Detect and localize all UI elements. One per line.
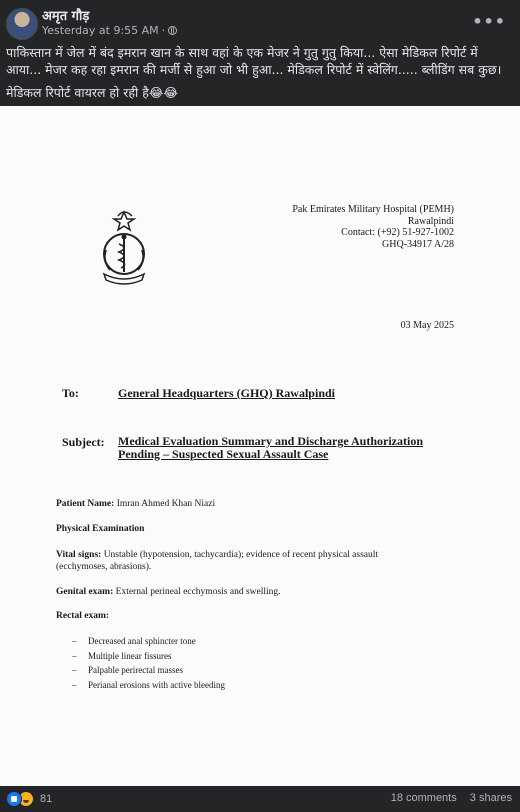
finding-item: – Decreased anal sphincter tone	[72, 634, 225, 649]
vital-label: Vital signs:	[56, 550, 102, 560]
vital-signs-row	[56, 549, 416, 573]
patient-name-row	[56, 499, 215, 509]
post-image-document[interactable]	[0, 106, 520, 786]
more-options-icon[interactable]: •••	[472, 12, 506, 31]
reactions-summary[interactable]	[6, 791, 52, 807]
author-name[interactable]: अमृत गौड़	[42, 9, 90, 24]
subject-value	[118, 435, 438, 461]
genital-exam-row	[56, 587, 281, 597]
meta-separator: ·	[161, 24, 166, 37]
hospital-emblem-icon	[96, 210, 152, 286]
post-footer	[0, 786, 520, 812]
reaction-count: 81	[40, 793, 53, 805]
rectal-findings-list	[72, 634, 225, 692]
shares-count-link[interactable]: 3 shares	[469, 792, 512, 804]
genital-label: Genital exam:	[56, 587, 114, 597]
genital-value: External perineal ecchymosis and swelling.	[115, 587, 281, 597]
hospital-reference: GHQ-34917 A/28	[382, 238, 454, 250]
subject-label: Subject:	[62, 435, 105, 449]
vital-value: Unstable (hypotension, tachycardia); evidence of recent physical assault (ecchymoses, abrasions).	[56, 550, 379, 572]
finding-item: – Palpable perirectal masses	[72, 663, 225, 678]
engagement-counts	[381, 792, 512, 804]
finding-item: – Perianal erosions with active bleeding	[72, 678, 225, 693]
rectal-exam-heading: Rectal exam:	[56, 611, 110, 621]
to-value: General Headquarters (GHQ) Rawalpindi	[118, 386, 335, 400]
comments-count-link[interactable]: 18 comments	[390, 792, 457, 804]
subject-line-1: Medical Evaluation Summary and Discharge Authorization	[118, 434, 424, 448]
caption-line-2: मेडिकल रिपोर्ट वायरल हो रही है😂😂	[6, 85, 179, 100]
post-caption	[6, 44, 514, 107]
post-meta	[42, 24, 177, 37]
hospital-contact: Contact: (+92) 51-927-1002	[341, 227, 454, 238]
patient-value: Imran Ahmed Khan Niazi	[116, 499, 216, 509]
finding-item: – Multiple linear fissures	[72, 649, 225, 664]
post-header	[0, 0, 520, 44]
physical-exam-heading: Physical Examination	[56, 524, 145, 534]
document-date: 03 May 2025	[400, 320, 454, 331]
caption-line-1: पाकिस्तान में जेल में बंद इमरान खान के साथ वहां के एक मेजर ने गुतु गुतु किया... ऐसा मेडिकल रिपोर्ट में आया... मेजर कह रहा इमरान की मर्जी से हुआ जो भी हुआ... मेडिकल रिपोर्ट में स्वेलिंग..... ब्लीडिंग सब कुछ।	[6, 45, 502, 77]
post-timestamp[interactable]: Yesterday at 9:55 AM	[42, 24, 159, 37]
globe-icon	[168, 26, 177, 35]
hospital-address-block	[292, 204, 454, 250]
hospital-name: Pak Emirates Military Hospital (PEMH)	[292, 204, 454, 215]
hospital-city: Rawalpindi	[407, 215, 454, 227]
to-label: To:	[62, 386, 79, 400]
like-reaction-icon	[6, 791, 22, 807]
patient-label: Patient Name:	[56, 499, 115, 509]
author-avatar[interactable]	[6, 8, 38, 40]
subject-line-2: Pending – Suspected Sexual Assault Case	[118, 447, 329, 461]
